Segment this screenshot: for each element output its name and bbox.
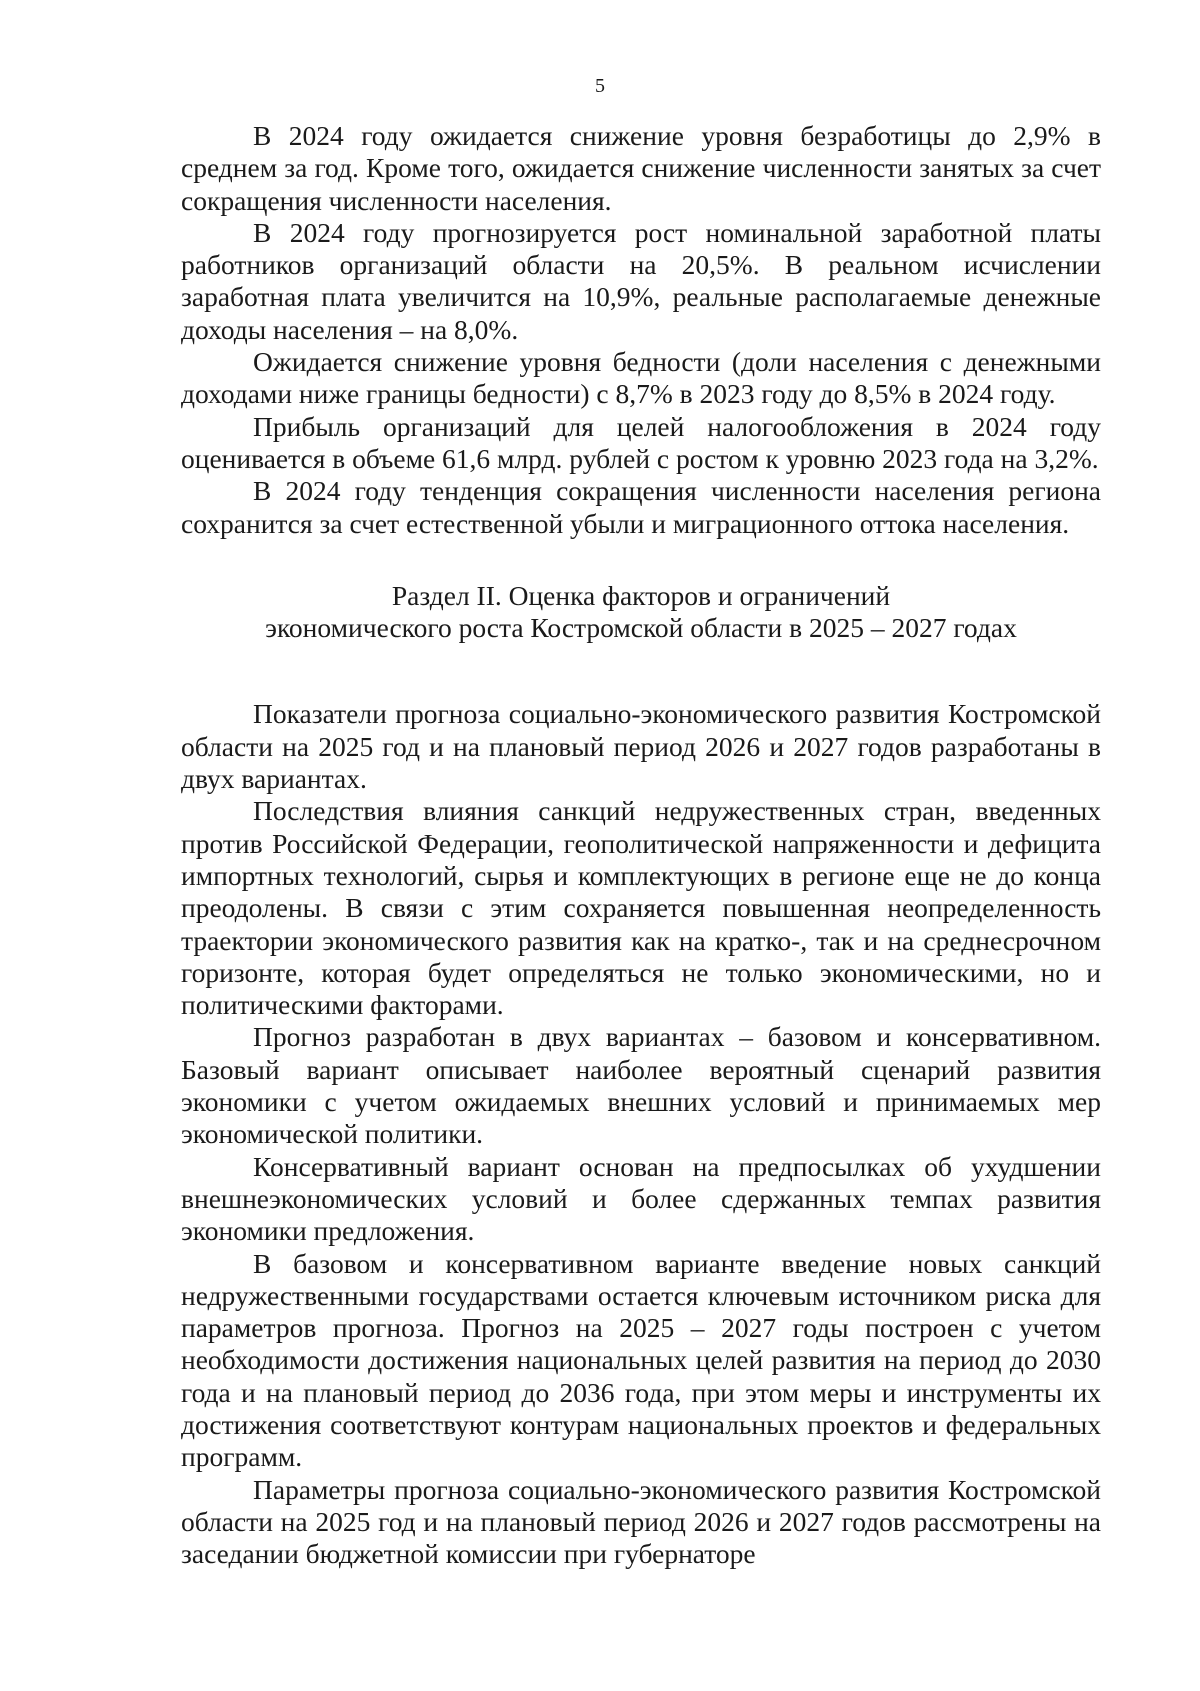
paragraph-conservative-variant: Консервативный вариант основан на предпосылках об ухудшении внешнеэкономических условий и более сдержанных темпах развития экономики предложения. [181,1150,1101,1247]
paragraph-unemployment: В 2024 году ожидается снижение уровня безработицы до 2,9% в среднем за год. Кроме того, ожидается снижение численности занятых за счет сокращения численности населения. [181,120,1101,216]
paragraph-parameters: Параметры прогноза социально-экономического развития Костромской области на 2025 год и на плановый период 2026 и 2027 годов рассмотрены на заседании бюджетной комиссии при губернаторе [181,1473,1101,1570]
section-heading-line-2: экономического роста Костромской области в 2025 – 2027 годах [265,612,1017,644]
paragraph-sanctions: Последствия влияния санкций недружественных стран, введенных против Российской Федерации, геополитической напряженности и дефицита импортных технологий, сырья и комплектующих в регионе еще не до конца преодолены. В связи с этим сохраняется повышенная неопределенность траектории экономического развития как на кратко-, так и на среднесрочном горизонте, которая будет определяться не только экономическими, но и политическими факторами. [181,795,1101,1021]
paragraph-wages: В 2024 году прогнозируется рост номинальной заработной платы работников организаций области на 20,5%. В реальном исчислении заработная плата увеличится на 10,9%, реальные располагаемые денежные доходы населения – на 8,0%. [181,216,1101,345]
paragraph-risks: В базовом и консервативном варианте введение новых санкций недружественными государствами остается ключевым источником риска для параметров прогноза. Прогноз на 2025 – 2027 годы построен с учетом необходимости достижения национальных целей развития на период до 2030 года и на плановый период до 2036 года, при этом меры и инструменты их достижения соответствуют контурам национальных проектов и федеральных программ. [181,1247,1101,1473]
page-number: 5 [595,75,605,97]
section-heading [181,580,1101,645]
section-heading-line-1: Раздел II. Оценка факторов и ограничений [391,579,891,611]
document-body [181,120,1101,1570]
paragraph-forecast-variants: Показатели прогноза социально-экономического развития Костромской области на 2025 год и на плановый период 2026 и 2027 годов разработаны в двух вариантах. [181,698,1101,795]
paragraph-poverty: Ожидается снижение уровня бедности (доли населения с денежными доходами ниже границы бедности) с 8,7% в 2023 году до 8,5% в 2024 году. [181,346,1101,410]
paragraph-profit: Прибыль организаций для целей налогообложения в 2024 году оценивается в объеме 61,6 млрд. рублей с ростом к уровню 2023 года на 3,2%. [181,410,1101,474]
paragraph-population: В 2024 году тенденция сокращения численности населения региона сохранится за счет естественной убыли и миграционного оттока населения. [181,475,1101,539]
paragraph-base-variant: Прогноз разработан в двух вариантах – базовом и консервативном. Базовый вариант описывает наиболее вероятный сценарий развития экономики с учетом ожидаемых внешних условий и принимаемых мер экономической политики. [181,1021,1101,1150]
